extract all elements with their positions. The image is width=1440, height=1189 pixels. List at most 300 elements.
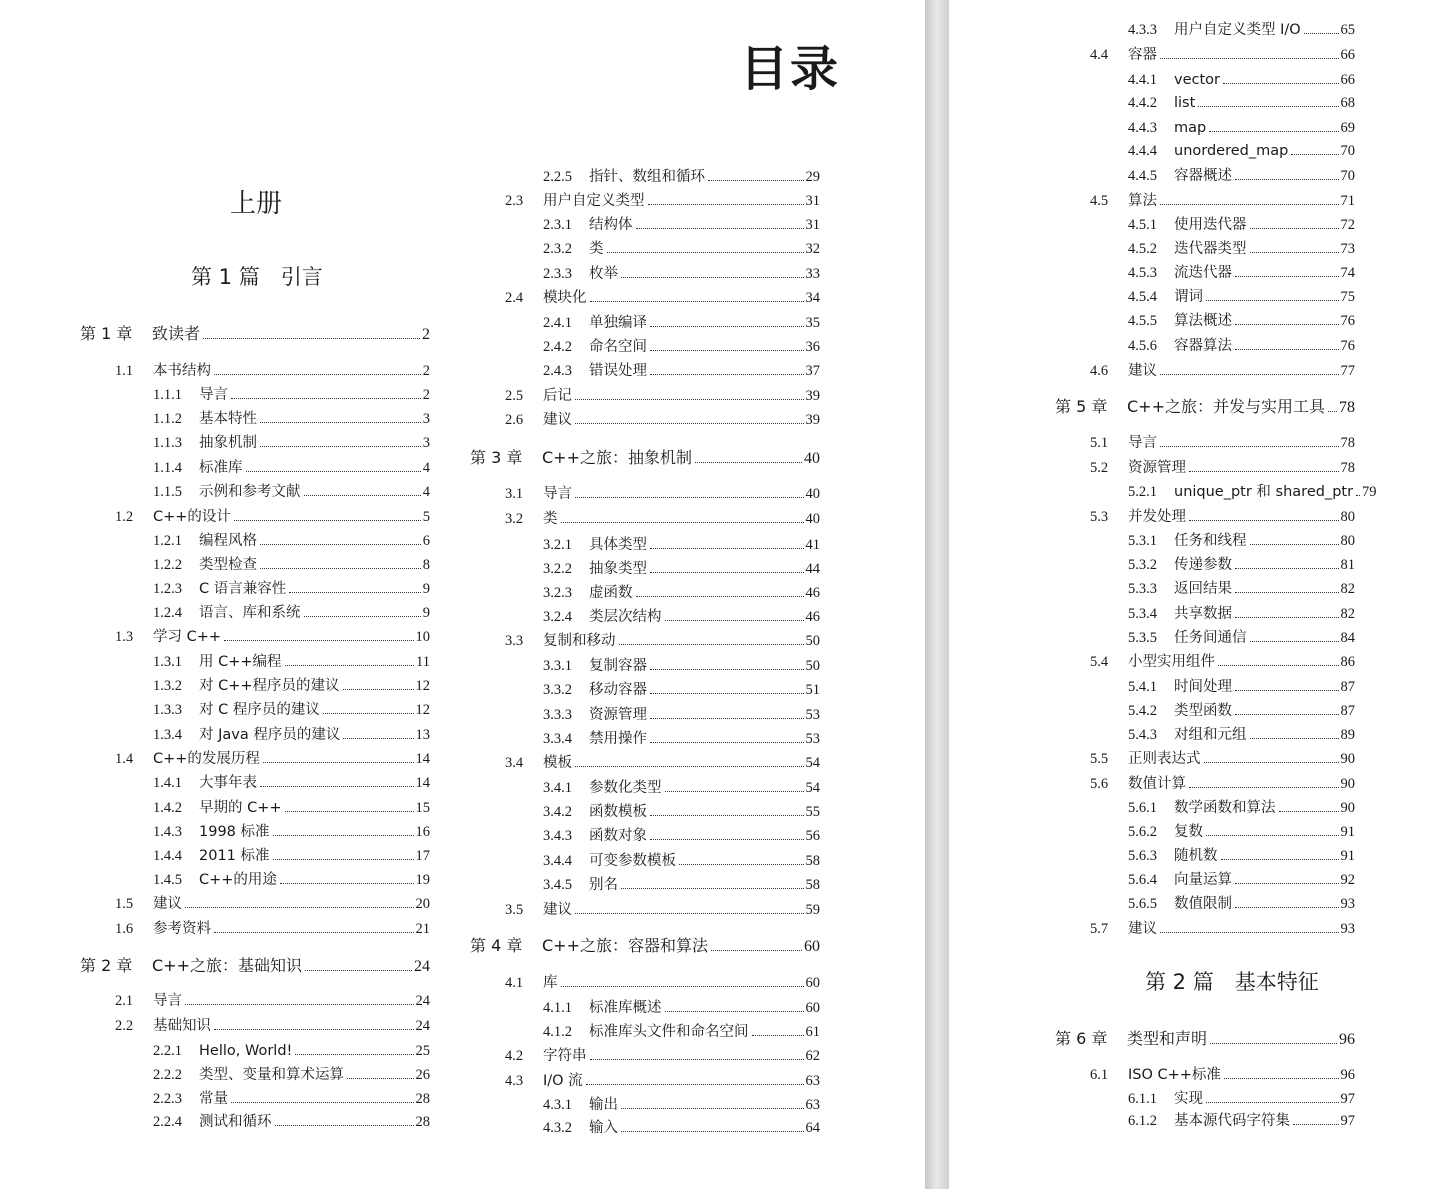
toc-entry-title: 1998 标准 [199,824,270,840]
toc-entry-page: 80 [1340,533,1355,549]
toc-entry-number: 4.5.3 [1128,265,1157,281]
toc-entry-number: 1.3 [115,629,134,645]
toc-entry-number: 5.5 [1090,751,1109,767]
toc-entry-number: 3.4.5 [543,877,572,893]
toc-entry [153,532,430,550]
toc-entry [505,411,820,429]
toc-entry [1128,532,1355,550]
toc-entry-title: 数学函数和算法 [1174,800,1276,816]
toc-entry-number: 4.3.3 [1128,22,1157,38]
toc-entry-page: 36 [805,339,820,355]
toc-entry [470,449,820,467]
toc-entry-page: 60 [805,1000,820,1016]
page-gutter [925,0,949,1189]
toc-entry-page: 78 [1340,460,1355,476]
toc-entry-page: 40 [805,486,820,502]
dot-leader [650,547,804,549]
dot-leader [1218,664,1339,666]
toc-entry-page: 13 [415,727,430,743]
toc-entry-page: 65 [1340,22,1355,38]
dot-leader [1291,153,1338,155]
toc-entry-title: 资源管理 [589,707,647,723]
toc-entry-title: 复制容器 [589,658,647,674]
toc-entry-page: 40 [805,511,820,527]
toc-entry-number: 1.4.1 [153,775,182,791]
dot-leader [650,717,804,719]
toc-entry-title: 类 [543,511,558,527]
toc-entry [505,192,820,210]
toc-entry-number: 4.5.1 [1128,217,1157,233]
toc-entry [153,410,430,428]
toc-entry [543,338,820,356]
toc-entry-title: 函数模板 [589,804,647,820]
toc-entry-number: 2.2.3 [153,1091,182,1107]
toc-entry-title: 类型、变量和算术运算 [199,1067,344,1083]
toc-entry-page: 56 [805,828,820,844]
toc-entry-title: 早期的 C++ [199,800,282,816]
toc-entry-page: 39 [805,388,820,404]
toc-entry-number: 5.6.3 [1128,848,1157,864]
dot-leader [586,1083,804,1085]
dot-leader [1204,761,1339,763]
toc-entry-page: 59 [805,902,820,918]
dot-leader [1160,373,1339,375]
toc-entry-page: 16 [415,824,430,840]
toc-entry-number: 4.5.4 [1128,289,1157,305]
toc-entry [153,653,430,671]
toc-entry-number: 3.4.2 [543,804,572,820]
toc-entry-page: 32 [805,241,820,257]
toc-entry [1090,1066,1355,1084]
dot-leader [280,882,414,884]
dot-leader [1210,1042,1337,1044]
toc-entry-page: 34 [805,290,820,306]
toc-entry-title: 编程风格 [199,533,257,549]
toc-entry-title: 标准库概述 [589,1000,662,1016]
toc-entry-number: 5.6 [1090,776,1109,792]
toc-entry-page: 78 [1339,399,1355,416]
dot-leader [1160,203,1339,205]
toc-entry-number: 2.3.3 [543,266,572,282]
toc-entry-number: 1.2.4 [153,605,182,621]
toc-entry-page: 25 [415,1043,430,1059]
toc-entry-page: 55 [805,804,820,820]
dot-leader [234,519,421,521]
toc-entry [1128,823,1355,841]
toc-entry-number: 4.3.2 [543,1120,572,1136]
toc-entry [153,434,430,452]
dot-leader [621,1107,804,1109]
dot-leader [1198,105,1338,107]
toc-entry [1128,1112,1355,1130]
toc-entry-title: 移动容器 [589,682,647,698]
toc-entry [1090,775,1355,793]
toc-entry-number: 1.4.5 [153,872,182,888]
toc-entry-title: 对 Java 程序员的建议 [199,727,341,743]
toc-entry-number: 4.4.2 [1128,95,1157,111]
toc-entry [470,937,820,955]
toc-entry-number: 4.4.5 [1128,168,1157,184]
toc-entry-number: 3.3.3 [543,707,572,723]
toc-entry [153,1090,430,1108]
toc-entry-title: 后记 [543,388,572,404]
dot-leader [1224,1077,1339,1079]
toc-entry-page: 11 [416,654,430,670]
toc-entry-page: 28 [415,1114,430,1130]
toc-entry [80,957,430,975]
toc-entry-page: 63 [805,1097,820,1113]
dot-leader [263,761,414,763]
toc-entry-page: 63 [805,1073,820,1089]
toc-entry-title: 对组和元组 [1174,727,1247,743]
toc-entry-number: 5.3 [1090,509,1109,525]
dot-leader [214,931,414,933]
toc-entry-number: 4.4.4 [1128,143,1157,159]
toc-entry [1128,629,1355,647]
toc-entry-number: 2.3.1 [543,217,572,233]
dot-leader [575,496,804,498]
toc-entry-page: 3 [422,435,430,451]
toc-entry-page: 86 [1340,654,1355,670]
toc-entry-number: 3.2.2 [543,561,572,577]
toc-entry-number: 2.3.2 [543,241,572,257]
toc-entry-title: 建议 [543,902,572,918]
toc-entry [543,1023,820,1041]
dot-leader [1206,1101,1339,1103]
dot-leader [273,858,414,860]
dot-leader [650,838,804,840]
toc-entry-number: 3.5 [505,902,524,918]
toc-entry [543,657,820,675]
toc-entry [1128,288,1355,306]
part-title-1: 第 1 篇 引言 [191,265,323,289]
toc-entry-number: 3.2.1 [543,537,572,553]
dot-leader [260,445,421,447]
dot-leader [1328,410,1337,412]
toc-entry [1090,508,1355,526]
toc-entry [543,827,820,845]
toc-entry [1128,240,1355,258]
toc-entry-page: 90 [1340,751,1355,767]
toc-entry [505,289,820,307]
toc-entry-page: 8 [422,557,430,573]
toc-entry-page: 90 [1340,800,1355,816]
dot-leader [708,179,804,181]
toc-entry [153,823,430,841]
toc-entry-number: 5.6.1 [1128,800,1157,816]
dot-leader [1160,57,1339,59]
toc-entry [153,726,430,744]
toc-entry-page: 70 [1340,168,1355,184]
dot-leader [289,591,421,593]
toc-entry-title: 参数化类型 [589,780,662,796]
toc-entry-title: 使用迭代器 [1174,217,1247,233]
toc-entry-title: 大事年表 [199,775,257,791]
dot-leader [650,373,804,375]
toc-entry-page: 81 [1340,557,1355,573]
toc-entry-title: 用 C++编程 [199,654,282,670]
toc-entry-number: 5.6.4 [1128,872,1157,888]
toc-entry-title: 本书结构 [153,363,211,379]
toc-entry-title: 容器概述 [1174,168,1232,184]
dot-leader [231,1101,414,1103]
toc-entry [115,750,430,768]
toc-entry [505,510,820,528]
toc-entry [543,803,820,821]
dot-leader [305,969,412,971]
toc-entry-page: 6 [422,533,430,549]
dot-leader [1279,810,1339,812]
toc-entry-page: 72 [1340,217,1355,233]
toc-entry [1128,556,1355,574]
toc-entry-title: 类 [589,241,604,257]
toc-entry [543,681,820,699]
dot-leader [1206,299,1339,301]
dot-leader [607,251,804,253]
toc-entry-title: 命名空间 [589,339,647,355]
toc-entry-page: 53 [805,731,820,747]
toc-entry [1090,459,1355,477]
toc-entry-number: 1.4.2 [153,800,182,816]
toc-entry-page: 21 [415,921,430,937]
toc-entry-page: 9 [422,605,430,621]
toc-entry [543,240,820,258]
toc-entry-title: 语言、库和系统 [199,605,301,621]
toc-entry [543,852,820,870]
dot-leader [1250,640,1339,642]
toc-entry-page: 77 [1340,363,1355,379]
toc-entry-title: 迭代器类型 [1174,241,1247,257]
toc-entry-number: 3.3.2 [543,682,572,698]
dot-leader [621,276,804,278]
dot-leader [1235,713,1339,715]
dot-leader [1356,494,1360,496]
toc-entry-title: 基本源代码字符集 [1174,1113,1290,1129]
toc-entry-title: 容器 [1128,47,1157,63]
dot-leader [1221,858,1339,860]
toc-entry-title: 向量运算 [1174,872,1232,888]
toc-entry [543,730,820,748]
toc-entry [543,876,820,894]
toc-entry-title: 可变参数模板 [589,853,676,869]
dot-leader [1250,227,1339,229]
dot-leader [1235,689,1339,691]
dot-leader [273,834,414,836]
toc-entry-page: 58 [805,853,820,869]
toc-entry [153,483,430,501]
toc-entry-page: 14 [415,751,430,767]
dot-leader [650,325,804,327]
toc-entry [1055,398,1355,416]
toc-title: 目录 [740,41,841,97]
toc-entry-number: 4.1.1 [543,1000,572,1016]
toc-entry-page: 12 [415,678,430,694]
dot-leader [323,712,414,714]
toc-entry-number: 3.4.3 [543,828,572,844]
dot-leader [1250,737,1339,739]
toc-entry-title: unordered_map [1174,143,1289,159]
toc-entry-page: 75 [1340,289,1355,305]
toc-entry-page: 66 [1340,47,1355,63]
toc-entry-title: 指针、数组和循环 [589,169,705,185]
toc-entry [1090,750,1355,768]
toc-entry-title: 导言 [199,387,228,403]
dot-leader [1235,178,1339,180]
toc-entry-number: 2.2.1 [153,1043,182,1059]
dot-leader [231,397,421,399]
toc-entry-number: 6.1.1 [1128,1091,1157,1107]
toc-entry-title: 模板 [543,755,572,771]
dot-leader [1189,519,1339,521]
toc-entry-number: 2.4.2 [543,339,572,355]
toc-entry [505,632,820,650]
toc-entry-title: 类层次结构 [589,609,662,625]
toc-entry [153,774,430,792]
toc-entry-title: C++之旅：抽象机制 [542,448,692,467]
toc-entry [543,216,820,234]
toc-entry-number: 5.4.2 [1128,703,1157,719]
toc-entry-number: 2.3 [505,193,524,209]
toc-entry-number: 1.3.2 [153,678,182,694]
dot-leader [1304,32,1339,34]
toc-entry-page: 97 [1340,1091,1355,1107]
toc-entry-title: 随机数 [1174,848,1218,864]
dot-leader [752,1034,804,1036]
toc-entry [1090,362,1355,380]
toc-entry [1128,605,1355,623]
toc-entry-number: 2.2.5 [543,169,572,185]
dot-leader [561,521,804,523]
toc-entry-number: 1.2.2 [153,557,182,573]
toc-entry-number: 1.6 [115,921,134,937]
toc-entry-page: 3 [422,411,430,427]
toc-entry [1128,580,1355,598]
toc-entry [153,1113,430,1131]
dot-leader [304,494,421,496]
toc-column-3 [1055,0,1377,1189]
toc-entry [505,1072,820,1090]
toc-entry-title: 任务和线程 [1174,533,1247,549]
dot-leader [636,595,804,597]
toc-entry-page: 40 [804,450,820,467]
toc-entry [1128,71,1355,89]
toc-entry-title: 谓词 [1174,289,1203,305]
dot-leader [1189,470,1339,472]
toc-entry-title: 标准库 [199,460,243,476]
toc-entry-number: 1.3.3 [153,702,182,718]
toc-entry-title: 结构体 [589,217,633,233]
toc-entry [505,1047,820,1065]
toc-entry-title: C++的用途 [199,872,277,888]
dot-leader [650,668,804,670]
toc-entry-title: 建议 [153,896,182,912]
dot-leader [1293,1123,1339,1125]
toc-entry [1055,1030,1355,1048]
toc-entry [543,314,820,332]
dot-leader [621,1130,804,1132]
toc-entry-page: 87 [1340,679,1355,695]
toc-column-1 [80,0,430,1189]
dot-leader [1209,130,1338,132]
toc-entry-number: 2.4 [505,290,524,306]
toc-entry-title: C++的发展历程 [153,751,260,767]
dot-leader [1160,445,1339,447]
toc-entry [543,1119,820,1137]
toc-entry [543,362,820,380]
toc-entry-title: 传递参数 [1174,557,1232,573]
dot-leader [621,887,804,889]
toc-entry-number: 2.2 [115,1018,134,1034]
toc-entry-number: 1.4 [115,751,134,767]
toc-entry-title: 输出 [589,1097,618,1113]
toc-entry-number: 1.4.4 [153,848,182,864]
toc-entry [543,265,820,283]
toc-entry-page: 73 [1340,241,1355,257]
toc-entry [543,1096,820,1114]
toc-entry-title: map [1174,120,1207,136]
toc-entry-page: 70 [1340,143,1355,159]
dot-leader [695,461,802,463]
toc-entry-number: 1.1 [115,363,134,379]
toc-entry [543,168,820,186]
dot-leader [636,227,804,229]
toc-entry-page: 93 [1340,896,1355,912]
toc-entry-number: 3.4.4 [543,853,572,869]
toc-entry [505,901,820,919]
toc-entry-page: 29 [805,169,820,185]
toc-entry-number: 2.1 [115,993,134,1009]
dot-leader [665,619,804,621]
toc-entry-title: 小型实用组件 [1128,654,1215,670]
toc-entry-page: 91 [1340,848,1355,864]
toc-entry-title: 算法 [1128,193,1157,209]
toc-entry-title: 函数对象 [589,828,647,844]
dot-leader [203,337,420,339]
toc-entry-title: 单独编译 [589,315,647,331]
dot-leader [347,1077,414,1079]
toc-entry-title: 建议 [1128,363,1157,379]
toc-entry-page: 51 [805,682,820,698]
dot-leader [648,203,804,205]
toc-entry-page: 2 [422,326,430,343]
volume-title: 上册 [230,189,283,219]
toc-entry-page: 79 [1362,484,1377,500]
toc-entry-number: 3.3.4 [543,731,572,747]
toc-entry-number: 1.1.3 [153,435,182,451]
toc-entry-title: 导言 [153,993,182,1009]
dot-leader [285,664,414,666]
toc-entry [153,701,430,719]
toc-entry-title: 数值计算 [1128,776,1186,792]
toc-entry-page: 35 [805,315,820,331]
toc-entry-title: 导言 [1128,435,1157,451]
toc-entry [1128,678,1355,696]
toc-entry-number: 6.1.2 [1128,1113,1157,1129]
toc-entry [153,386,430,404]
toc-entry-title: 致读者 [152,324,201,343]
toc-entry-page: 10 [415,629,430,645]
toc-entry [1090,192,1355,210]
toc-entry-title: 标准库头文件和命名空间 [589,1024,749,1040]
toc-entry-title: 常量 [199,1091,228,1107]
toc-entry [115,895,430,913]
toc-entry-page: 31 [805,217,820,233]
toc-entry-number: 1.1.5 [153,484,182,500]
toc-entry [1128,726,1355,744]
dot-leader [304,615,421,617]
dot-leader [185,1003,414,1005]
toc-entry-title: 错误处理 [589,363,647,379]
